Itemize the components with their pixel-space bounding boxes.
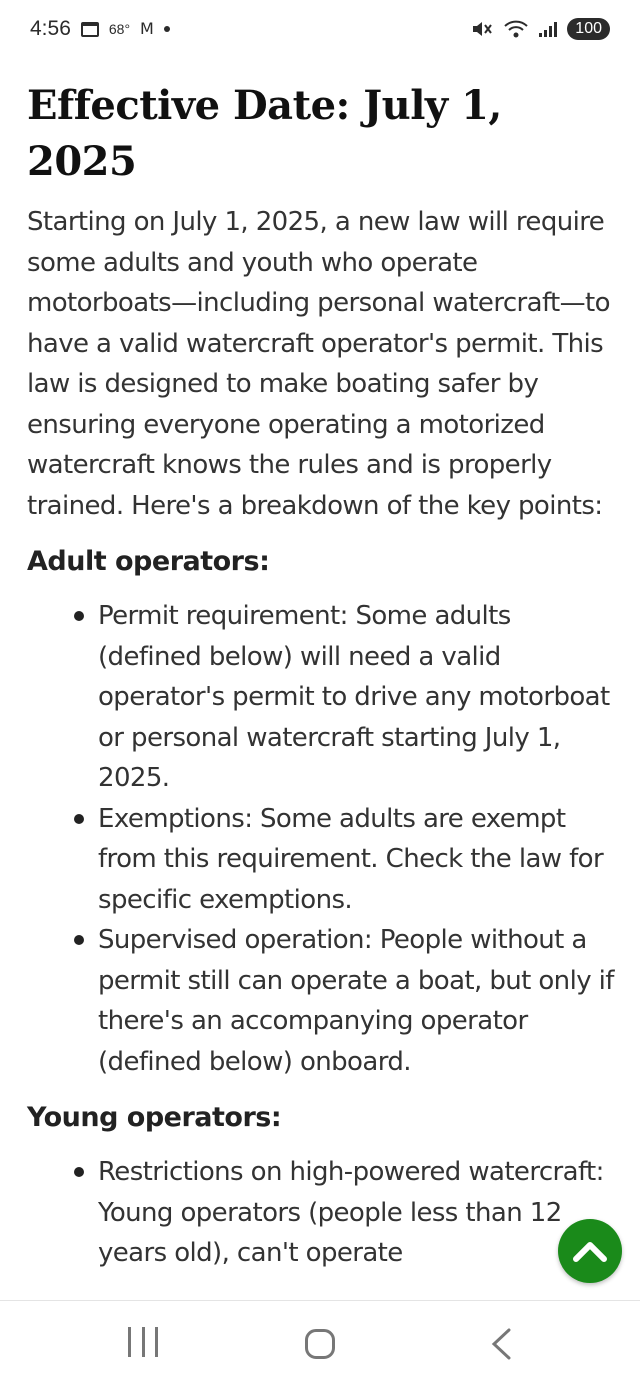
young-operators-list [27, 1152, 617, 1274]
mail-icon: M [140, 19, 154, 38]
article-content [27, 78, 617, 1274]
intro-paragraph: Starting on July 1, 2025, a new law will require some adults and youth who operate motorboats—including personal watercraft—to have a valid watercraft operator's permit. This law is designed to make boating safer by ensuring everyone operating a motorized watercraft knows the rules and is properly trained. Here's a breakdown of the key points: [27, 207, 610, 521]
battery-icon: 100 [567, 18, 610, 40]
back-icon [487, 1327, 515, 1361]
signal-icon [539, 21, 557, 37]
list-item: Restrictions on high-powered watercraft: Young operators (people less than 12 years old), can't operate [98, 1152, 617, 1274]
home-button[interactable] [305, 1329, 335, 1359]
section-heading-young-operators: Young operators: [27, 1102, 282, 1133]
list-item: Supervised operation: People without a permit still can operate a boat, but only if there's an accompanying operator (defined below) onboard. [98, 920, 617, 1082]
status-temperature: 68° [108, 21, 131, 37]
status-time: 4:56 [30, 17, 71, 40]
wifi-icon [503, 19, 529, 39]
list-item: Exemptions: Some adults are exempt from this requirement. Check the law for specific exemptions. [98, 799, 617, 921]
list-item: Permit requirement: Some adults (defined below) will need a valid operator's permit to drive any motorboat or personal watercraft starting July 1, 2025. [98, 596, 617, 799]
navigation-bar [0, 1300, 640, 1387]
scroll-to-top-button[interactable] [558, 1219, 622, 1283]
recents-icon [128, 1327, 131, 1357]
adult-operators-list [27, 596, 617, 1082]
calendar-icon [81, 22, 99, 37]
page-title: Effective Date: July 1, 2025 [27, 82, 502, 185]
status-bar [0, 0, 640, 58]
status-bar-right [471, 18, 610, 40]
notification-dot-icon [164, 26, 170, 32]
chevron-up-icon [572, 1239, 608, 1263]
back-button[interactable] [487, 1327, 515, 1361]
section-heading-adult-operators: Adult operators: [27, 546, 270, 577]
mute-icon [471, 19, 493, 39]
recents-button[interactable] [128, 1327, 158, 1359]
status-bar-left [30, 17, 170, 41]
